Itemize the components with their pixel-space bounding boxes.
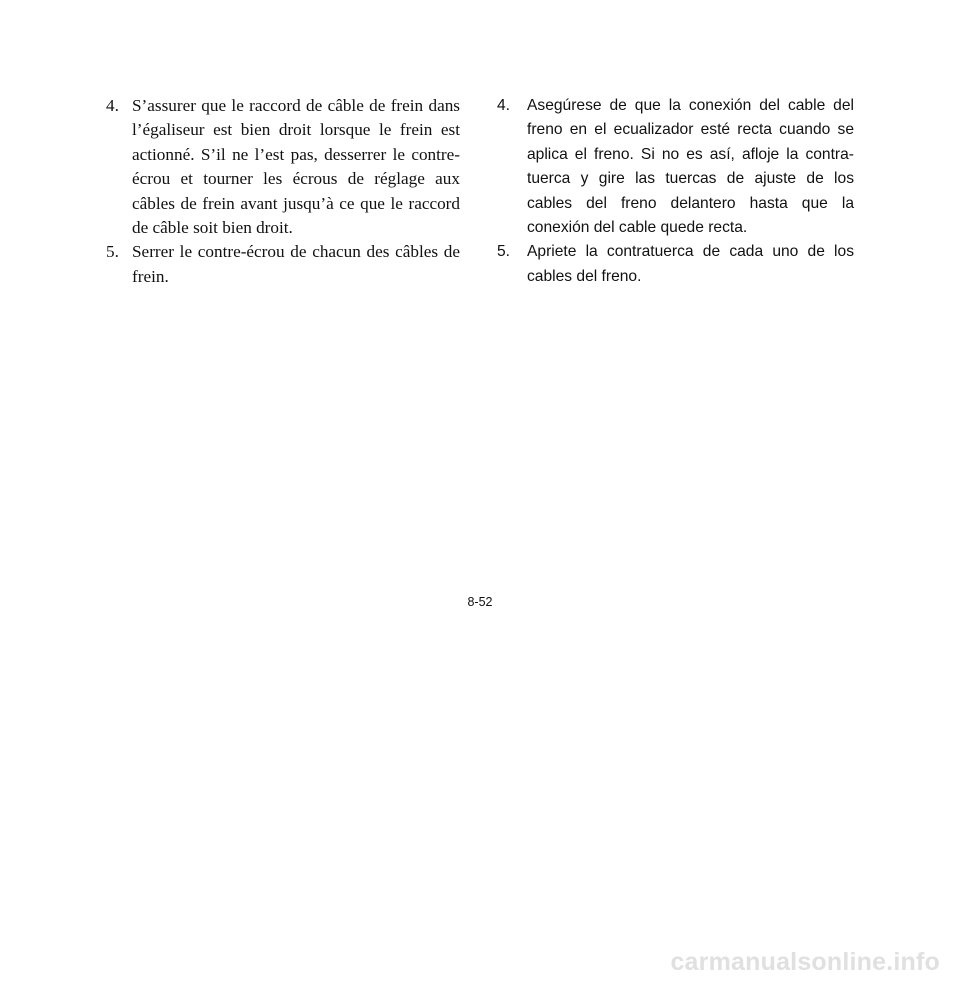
french-list-item-5	[106, 240, 460, 289]
spanish-column	[497, 94, 854, 289]
french-item-4-text: S’assurer que le raccord de câble de frein dans l’égaliseur est bien droit lorsque le frein est actionné. S’il ne l’est pas, desserrer le contre-écrou et tourner les écrous de réglage aux câbles de frein avant jusqu’à ce que le raccord de câble soit bien droit.	[132, 96, 460, 238]
spanish-item-4-number: 4.	[497, 97, 511, 114]
spanish-item-4-text: Asegúrese de que la conexión del cable del freno en el ecualizador esté recta cuando se aplica el freno. Si no es así, afloje la contra-tuerca y gire las tuercas de ajuste de los cables del freno delantero hasta que la conexión del cable quede recta.	[527, 97, 854, 237]
french-list-item-4	[106, 94, 460, 240]
watermark-text: carmanualsonline.info	[670, 948, 940, 976]
spanish-list-item-5	[497, 240, 854, 289]
page-number: 8-52	[467, 595, 493, 609]
french-item-5-text: Serrer le contre-écrou de chacun des câbles de frein.	[132, 242, 460, 286]
french-instruction-list	[106, 94, 460, 289]
spanish-list-item-4	[497, 94, 854, 240]
french-column	[106, 94, 460, 289]
french-item-4-number: 4.	[106, 96, 119, 115]
french-item-5-number: 5.	[106, 242, 119, 262]
spanish-item-5-text: Apriete la contratuerca de cada uno de los cables del freno.	[527, 243, 854, 285]
spanish-item-5-number: 5.	[497, 243, 511, 261]
spanish-instruction-list	[497, 94, 854, 289]
